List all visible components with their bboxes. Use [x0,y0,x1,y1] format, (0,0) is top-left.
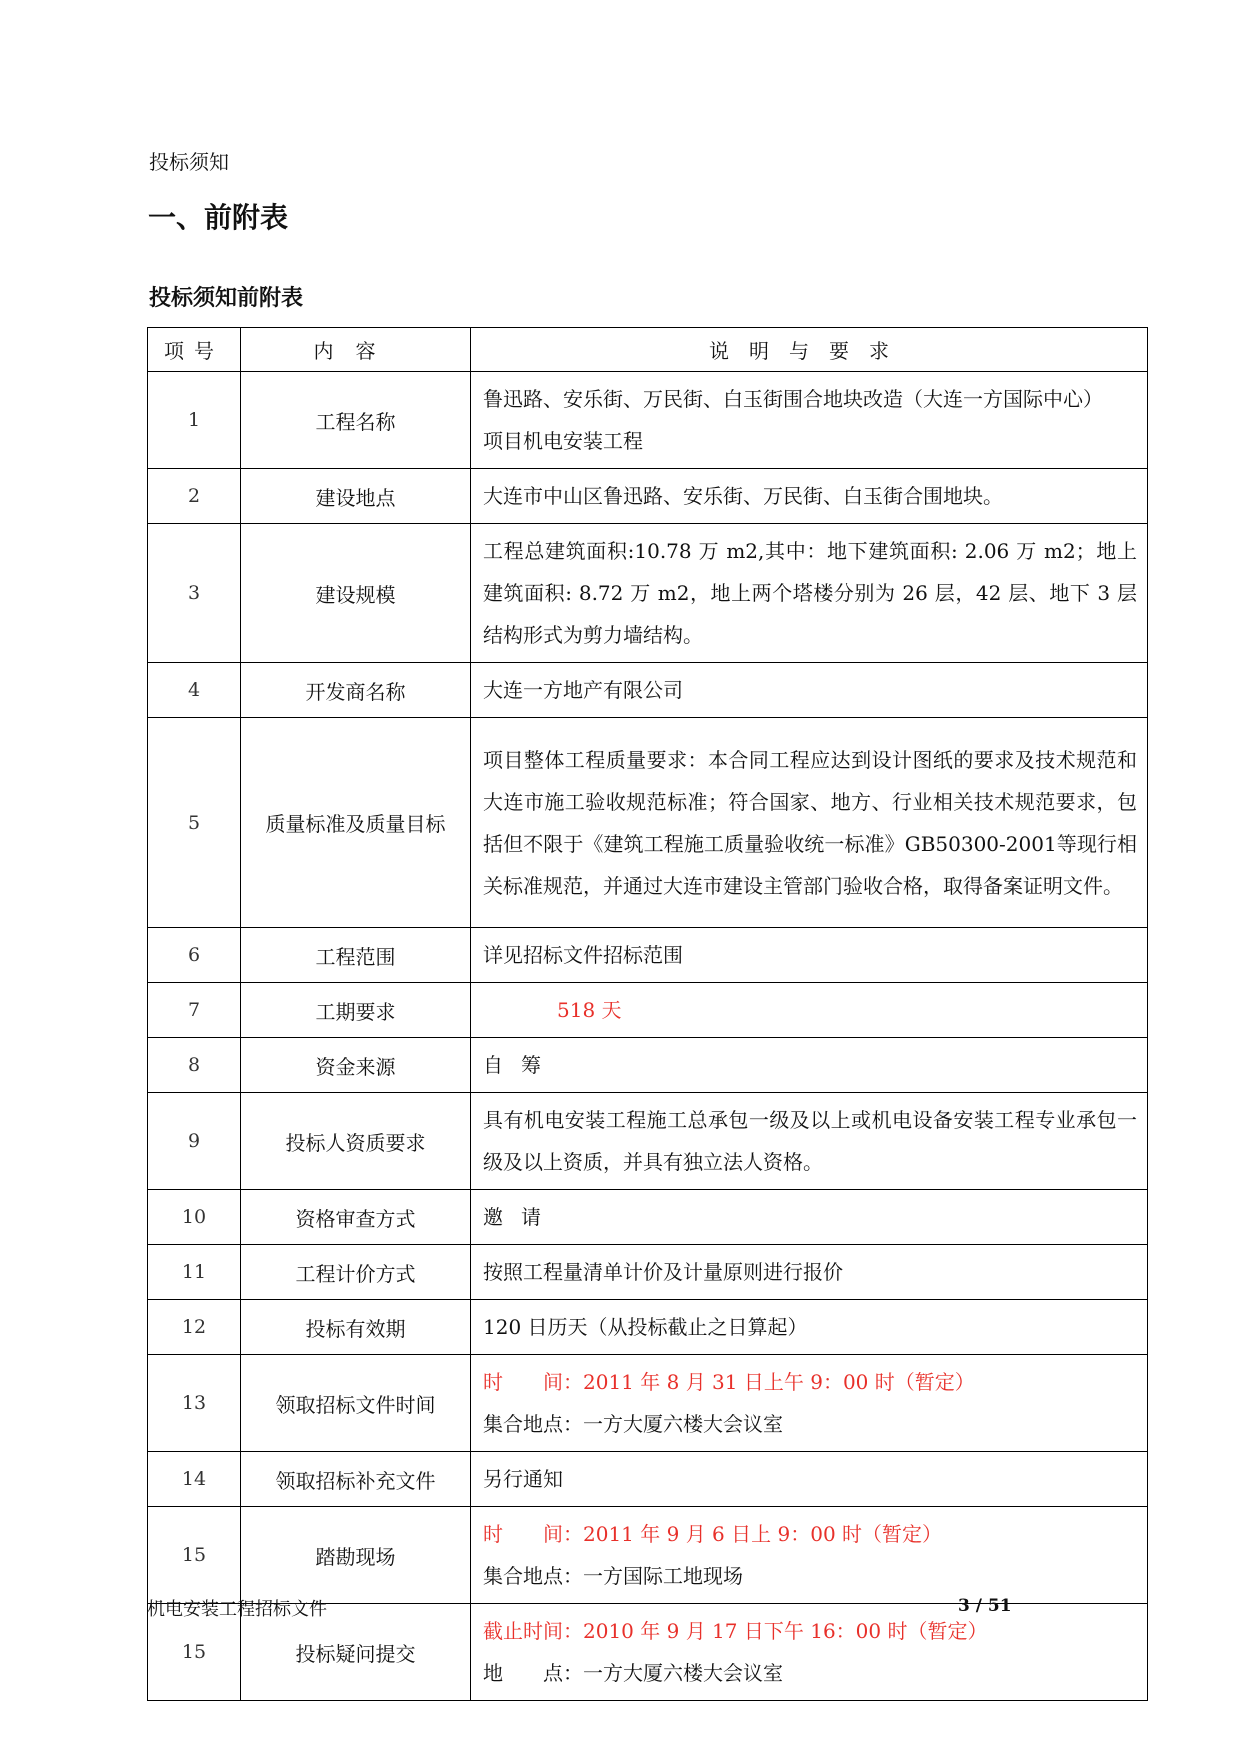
row-item: 领取招标补充文件 [241,1452,471,1507]
row-item: 工程名称 [241,372,471,469]
table-row [148,1300,1148,1355]
row-item: 投标疑问提交 [241,1604,471,1701]
row-item: 建设规模 [241,524,471,663]
description-line: 鲁迅路、安乐街、万民街、白玉街围合地块改造（大连一方国际中心） [483,387,1103,411]
row-item: 质量标准及质量目标 [241,718,471,928]
table-row [148,718,1148,928]
table-row [148,1355,1148,1452]
description-line: 大连市中山区鲁迅路、安乐街、万民街、白玉街合围地块。 [483,484,1003,508]
row-description [471,1093,1148,1190]
row-item: 工程范围 [241,928,471,983]
row-description [471,1245,1148,1300]
row-number: 3 [148,524,241,663]
description-line: 集合地点：一方大厦六楼大会议室 [483,1412,783,1436]
row-number: 13 [148,1355,241,1452]
row-number: 2 [148,469,241,524]
description-line: 项目整体工程质量要求：本合同工程应达到设计图纸的要求及技术规范和大连市施工验收规范标准；符合国家、地方、行业相关技术规范要求，包括但不限于《建筑工程施工质量验收统一标准》GB50300-2001等现行相关标准规范，并通过大连市建设主管部门验收合格，取得备案证明文件。 [483,747,1137,898]
description-line: 工程总建筑面积:10.78 万 m2,其中：地下建筑面积: 2.06 万 m2；地上建筑面积: 8.72 万 m2，地上两个塔楼分别为 26 层，42 层、地下 3 层结构形式为剪力墙结构。 [483,539,1137,647]
description-line: 项目机电安装工程 [483,429,643,453]
row-item: 领取招标文件时间 [241,1355,471,1452]
description-line: 时 间：2011 年 9 月 6 日上 9：00 时（暂定） [483,1522,943,1546]
row-description [471,372,1148,469]
table-row [148,524,1148,663]
row-number: 15 [148,1507,241,1604]
row-number: 7 [148,983,241,1038]
row-description [471,663,1148,718]
description-line: 邀请 [483,1205,559,1229]
header-desc: 说明与要求 [471,328,1148,372]
table-row [148,1452,1148,1507]
row-number: 1 [148,372,241,469]
row-number: 8 [148,1038,241,1093]
row-item: 开发商名称 [241,663,471,718]
row-description [471,1604,1148,1701]
row-item: 工程计价方式 [241,1245,471,1300]
row-item: 投标人资质要求 [241,1093,471,1190]
table-row [148,983,1148,1038]
row-number: 6 [148,928,241,983]
table-row [148,1245,1148,1300]
description-line: 自筹 [483,1053,559,1077]
description-line: 120 日历天（从投标截止之日算起） [483,1315,808,1339]
row-item: 建设地点 [241,469,471,524]
description-line: 具有机电安装工程施工总承包一级及以上或机电设备安装工程专业承包一级及以上资质，并具有独立法人资格。 [483,1108,1137,1174]
row-description [471,1038,1148,1093]
description-line: 地 点：一方大厦六楼大会议室 [483,1661,783,1685]
row-description [471,1300,1148,1355]
description-line: 详见招标文件招标范围 [483,943,683,967]
row-description [471,1507,1148,1604]
description-line: 大连一方地产有限公司 [483,678,683,702]
description-line: 时 间：2011 年 8 月 31 日上午 9：00 时（暂定） [483,1370,975,1394]
row-description [471,928,1148,983]
table-row [148,372,1148,469]
front-table [147,327,1148,1701]
row-number: 10 [148,1190,241,1245]
description-line: 按照工程量清单计价及计量原则进行报价 [483,1260,843,1284]
description-line: 截止时间：2010 年 9 月 17 日下午 16：00 时（暂定） [483,1619,988,1643]
header-item: 内容 [241,328,471,372]
row-number: 9 [148,1093,241,1190]
row-description [471,983,1148,1038]
row-number: 5 [148,718,241,928]
row-item: 投标有效期 [241,1300,471,1355]
row-description [471,1452,1148,1507]
row-description [471,524,1148,663]
row-number: 12 [148,1300,241,1355]
table-row [148,1093,1148,1190]
header-label: 投标须知 [149,150,229,174]
row-description [471,469,1148,524]
row-item: 踏勘现场 [241,1507,471,1604]
row-item: 工期要求 [241,983,471,1038]
table-row [148,928,1148,983]
row-description [471,718,1148,928]
table-row [148,1507,1148,1604]
row-item: 资格审查方式 [241,1190,471,1245]
table-row [148,663,1148,718]
row-description [471,1190,1148,1245]
footer-doc-name: 机电安装工程招标文件 [147,1599,327,1620]
table-title: 投标须知前附表 [149,286,304,311]
table-header-row [148,328,1148,372]
row-number: 14 [148,1452,241,1507]
table-row [148,1190,1148,1245]
row-item: 资金来源 [241,1038,471,1093]
description-line: 集合地点：一方国际工地现场 [483,1564,743,1588]
row-number: 4 [148,663,241,718]
page-indicator: 3 / 51 [958,1596,1012,1616]
description-line: 518 天 [557,998,622,1022]
section-title: 一、前附表 [148,201,289,234]
table-row [148,1038,1148,1093]
table-row [148,469,1148,524]
header-no: 项号 [148,328,241,372]
row-number: 15 [148,1604,241,1701]
row-description [471,1355,1148,1452]
description-line: 另行通知 [483,1467,563,1491]
row-number: 11 [148,1245,241,1300]
